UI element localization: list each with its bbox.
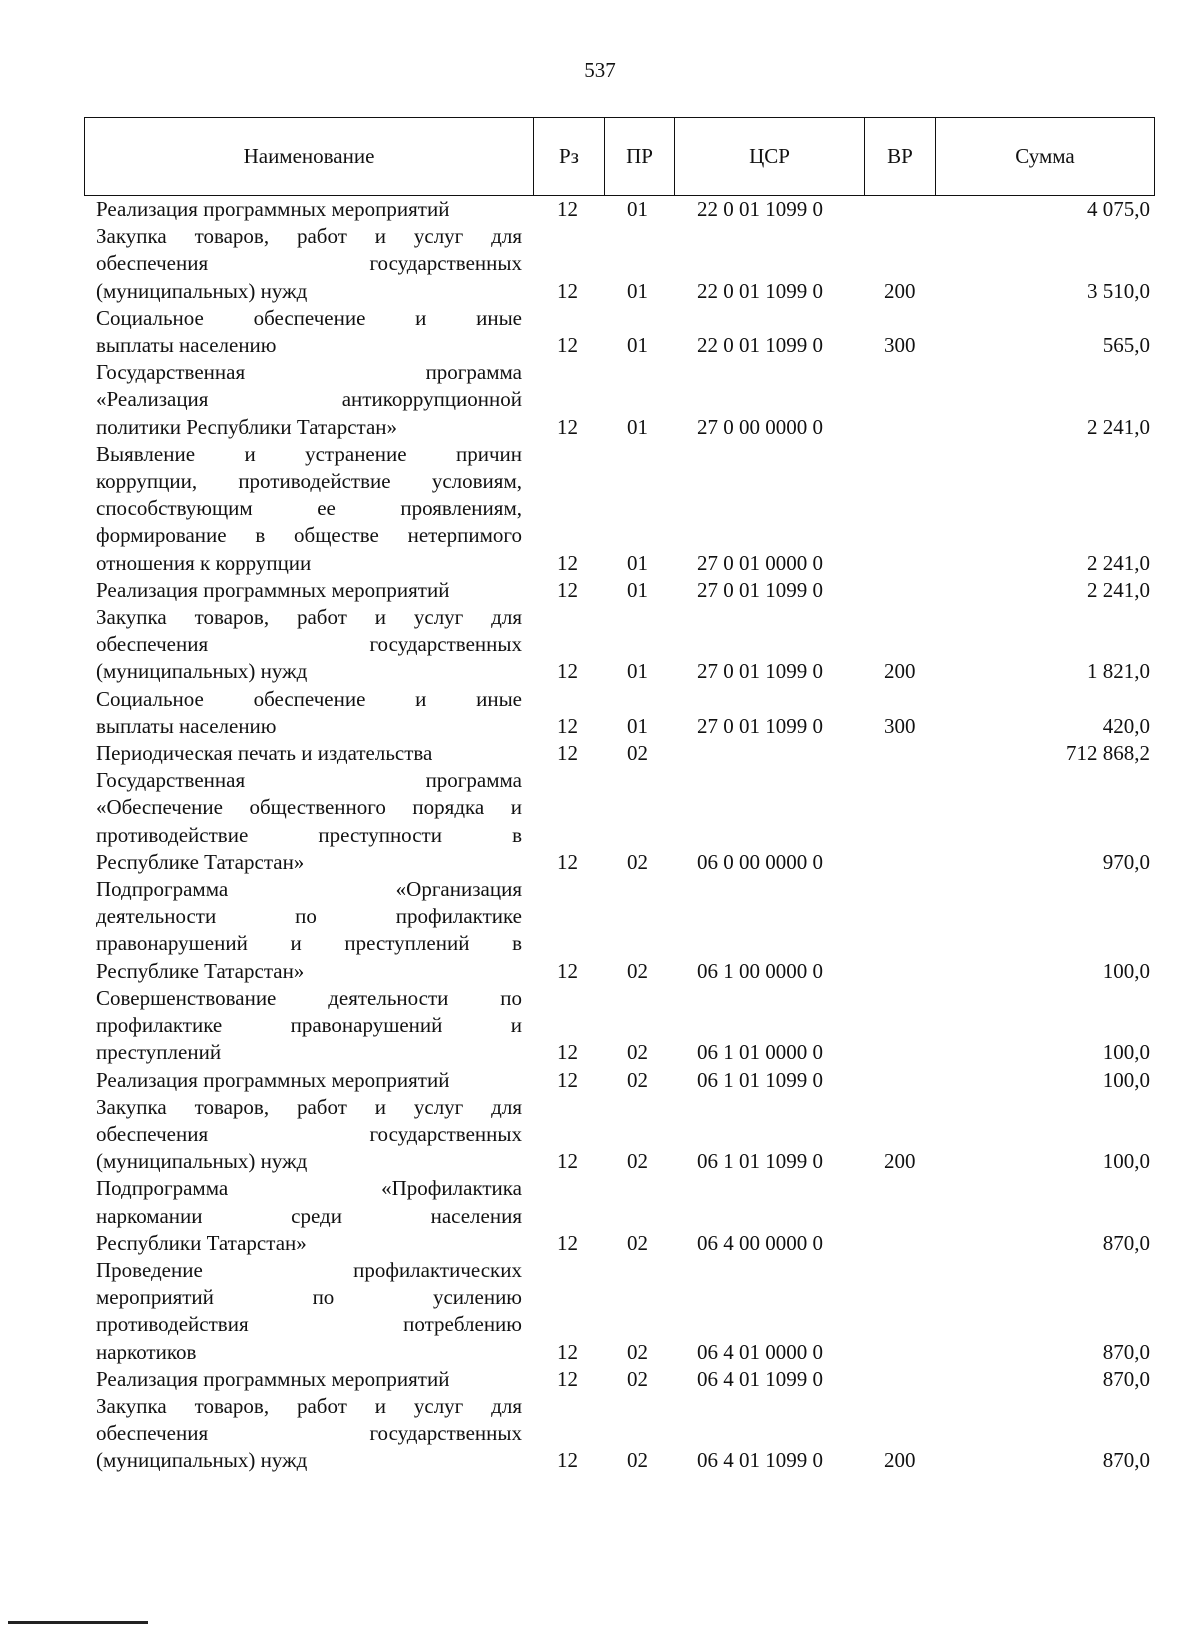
- row-sum: 420,0: [1102, 713, 1150, 738]
- row-sum: 2 241,0: [1087, 550, 1150, 575]
- row-vr: 300: [884, 713, 916, 738]
- row-csr: 06 1 01 0000 0: [697, 1040, 823, 1065]
- row-csr: 06 0 00 0000 0: [697, 849, 823, 874]
- row-name: [96, 577, 522, 604]
- row-pr: 01: [627, 550, 648, 575]
- row-name: [96, 767, 522, 876]
- table-row: [0, 1257, 1200, 1366]
- row-name: [96, 740, 522, 767]
- table-row: [0, 577, 1200, 604]
- row-name-line: противодействие преступности в: [96, 822, 522, 847]
- header-vr: ВР: [865, 118, 936, 195]
- row-csr: 06 4 01 0000 0: [697, 1339, 823, 1364]
- row-sum: 100,0: [1102, 958, 1150, 983]
- row-csr: 06 1 01 1099 0: [697, 1149, 823, 1174]
- row-pr: 02: [627, 1067, 648, 1092]
- row-sum: 565,0: [1102, 333, 1150, 358]
- row-rz: 12: [557, 1448, 578, 1473]
- row-name-line: Проведение профилактических: [96, 1257, 522, 1282]
- row-rz: 12: [557, 1366, 578, 1391]
- row-pr: 01: [627, 197, 648, 221]
- row-rz: 12: [557, 958, 578, 983]
- row-sum: 870,0: [1102, 1448, 1150, 1473]
- row-pr: 01: [627, 414, 648, 439]
- row-name-line: (муниципальных) нужд: [96, 1149, 308, 1174]
- row-name: [96, 985, 522, 1067]
- row-name-line: обеспечения государственных: [96, 632, 522, 657]
- row-name: [96, 1175, 522, 1257]
- row-csr: 22 0 01 1099 0: [697, 197, 823, 221]
- table-row: [0, 767, 1200, 876]
- row-name-line: правонарушений и преступлений в: [96, 931, 522, 956]
- row-rz: 12: [557, 197, 578, 221]
- row-pr: 01: [627, 713, 648, 738]
- row-name: [96, 1094, 522, 1176]
- row-rz: 12: [557, 659, 578, 684]
- table-row: [0, 876, 1200, 985]
- row-name-line: коррупции, противодействие условиям,: [96, 469, 522, 494]
- table-row: [0, 740, 1200, 767]
- row-rz: 12: [557, 1230, 578, 1255]
- row-name-line: профилактике правонарушений и: [96, 1013, 522, 1038]
- table-row: [0, 985, 1200, 1067]
- row-name-line: Республики Татарстан»: [96, 1230, 307, 1255]
- row-csr: 27 0 01 1099 0: [697, 659, 823, 684]
- row-name-line: преступлений: [96, 1040, 222, 1065]
- row-sum: 870,0: [1102, 1230, 1150, 1255]
- header-sum: Сумма: [1015, 144, 1075, 168]
- row-sum: 2 241,0: [1087, 577, 1150, 602]
- row-rz: 12: [557, 414, 578, 439]
- row-rz: 12: [557, 1040, 578, 1065]
- row-sum: 870,0: [1102, 1366, 1150, 1391]
- row-pr: 01: [627, 333, 648, 358]
- row-csr: 06 1 01 1099 0: [697, 1067, 823, 1092]
- row-vr: 300: [884, 333, 916, 358]
- row-pr: 02: [627, 1366, 648, 1391]
- row-pr: 02: [627, 1448, 648, 1473]
- row-sum: 2 241,0: [1087, 414, 1150, 439]
- row-name-line: Закупка товаров, работ и услуг для: [96, 605, 522, 630]
- row-name: [96, 876, 522, 985]
- row-csr: 27 0 01 1099 0: [697, 713, 823, 738]
- row-name-line: Реализация программных мероприятий: [96, 1366, 450, 1391]
- row-name-line: Подпрограмма «Организация: [96, 877, 522, 902]
- row-sum: 970,0: [1102, 849, 1150, 874]
- row-rz: 12: [557, 333, 578, 358]
- row-rz: 12: [557, 849, 578, 874]
- row-sum: 100,0: [1102, 1040, 1150, 1065]
- row-rz: 12: [557, 278, 578, 303]
- row-name-line: политики Республики Татарстан»: [96, 414, 398, 439]
- row-pr: 02: [627, 1230, 648, 1255]
- row-csr: 06 1 00 0000 0: [697, 958, 823, 983]
- row-csr: 27 0 01 1099 0: [697, 577, 823, 602]
- row-csr: 06 4 01 1099 0: [697, 1366, 823, 1391]
- row-rz: 12: [557, 577, 578, 602]
- row-name-line: (муниципальных) нужд: [96, 278, 308, 303]
- row-name: [96, 1257, 522, 1366]
- row-name: [96, 223, 522, 305]
- row-vr: 200: [884, 1149, 916, 1174]
- row-name-line: «Реализация антикоррупционной: [96, 387, 522, 412]
- row-name-line: Республике Татарстан»: [96, 958, 305, 983]
- row-rz: 12: [557, 1067, 578, 1092]
- table-row: [0, 1175, 1200, 1257]
- row-csr: 06 4 00 0000 0: [697, 1230, 823, 1255]
- row-rz: 12: [557, 741, 578, 766]
- row-name: [96, 196, 522, 223]
- row-name-line: Реализация программных мероприятий: [96, 1067, 450, 1092]
- table-row: [0, 441, 1200, 577]
- row-vr: 200: [884, 659, 916, 684]
- header-name: Наименование: [85, 118, 534, 195]
- row-name-line: Закупка товаров, работ и услуг для: [96, 1393, 522, 1418]
- row-name: [96, 305, 522, 359]
- header-rz: Рз: [534, 118, 605, 195]
- row-vr: 200: [884, 1448, 916, 1473]
- table-row: [0, 1067, 1200, 1094]
- row-rz: 12: [557, 1149, 578, 1174]
- table-row: [0, 223, 1200, 305]
- row-name-line: наркотиков: [96, 1339, 197, 1364]
- row-name-line: противодействия потреблению: [96, 1312, 522, 1337]
- page-number: 537: [584, 58, 616, 82]
- table-row: [0, 1393, 1200, 1475]
- row-name: [96, 1366, 522, 1393]
- row-pr: 02: [627, 1040, 648, 1065]
- row-name-line: Закупка товаров, работ и услуг для: [96, 224, 522, 249]
- row-name-line: «Обеспечение общественного порядка и: [96, 795, 522, 820]
- row-name-line: Государственная программа: [96, 360, 522, 385]
- row-sum: 100,0: [1102, 1149, 1150, 1174]
- row-name-line: формирование в обществе нетерпимого: [96, 523, 522, 548]
- row-csr: 27 0 00 0000 0: [697, 414, 823, 439]
- row-pr: 02: [627, 1149, 648, 1174]
- table-body: [0, 196, 1200, 1475]
- row-csr: 22 0 01 1099 0: [697, 278, 823, 303]
- row-sum: 3 510,0: [1087, 278, 1150, 303]
- row-pr: 01: [627, 577, 648, 602]
- row-name-line: мероприятий по усилению: [96, 1285, 522, 1310]
- row-name-line: обеспечения государственных: [96, 1121, 522, 1146]
- row-name-line: Выявление и устранение причин: [96, 441, 522, 466]
- row-csr: 27 0 01 0000 0: [697, 550, 823, 575]
- table-row: [0, 196, 1200, 223]
- row-name: [96, 604, 522, 686]
- row-name: [96, 359, 522, 441]
- row-pr: 01: [627, 659, 648, 684]
- row-sum: 1 821,0: [1087, 659, 1150, 684]
- row-sum: 100,0: [1102, 1067, 1150, 1092]
- row-name-line: Реализация программных мероприятий: [96, 577, 450, 602]
- row-sum: 712 868,2: [1066, 741, 1150, 766]
- header-pr: ПР: [605, 118, 675, 195]
- row-name-line: выплаты населению: [96, 713, 277, 738]
- row-name-line: Совершенствование деятельности по: [96, 985, 522, 1010]
- row-name-line: выплаты населению: [96, 333, 277, 358]
- row-name-line: (муниципальных) нужд: [96, 659, 308, 684]
- row-name: [96, 441, 522, 577]
- row-name-line: деятельности по профилактике: [96, 904, 522, 929]
- row-name-line: Социальное обеспечение и иные: [96, 305, 522, 330]
- row-name-line: (муниципальных) нужд: [96, 1448, 308, 1473]
- row-pr: 01: [627, 278, 648, 303]
- row-csr: 22 0 01 1099 0: [697, 333, 823, 358]
- row-name-line: способствующим ее проявлениям,: [96, 496, 522, 521]
- footer-rule: [8, 1621, 148, 1624]
- row-name-line: Периодическая печать и издательства: [96, 741, 433, 766]
- row-name-line: Республике Татарстан»: [96, 849, 305, 874]
- row-pr: 02: [627, 1339, 648, 1364]
- row-name: [96, 1393, 522, 1475]
- row-name-line: Государственная программа: [96, 768, 522, 793]
- row-pr: 02: [627, 849, 648, 874]
- row-sum: 4 075,0: [1087, 197, 1150, 221]
- row-pr: 02: [627, 741, 648, 766]
- row-vr: 200: [884, 278, 916, 303]
- table-row: [0, 1366, 1200, 1393]
- row-name: [96, 1067, 522, 1094]
- row-rz: 12: [557, 1339, 578, 1364]
- table-row: [0, 686, 1200, 740]
- row-name-line: Подпрограмма «Профилактика: [96, 1176, 522, 1201]
- table-row: [0, 305, 1200, 359]
- row-sum: 870,0: [1102, 1339, 1150, 1364]
- row-name-line: Социальное обеспечение и иные: [96, 686, 522, 711]
- row-name: [96, 686, 522, 740]
- table-row: [0, 604, 1200, 686]
- row-rz: 12: [557, 713, 578, 738]
- row-name-line: обеспечения государственных: [96, 1421, 522, 1446]
- row-rz: 12: [557, 550, 578, 575]
- row-csr: 06 4 01 1099 0: [697, 1448, 823, 1473]
- row-name-line: Реализация программных мероприятий: [96, 197, 450, 221]
- table-row: [0, 359, 1200, 441]
- row-name-line: Закупка товаров, работ и услуг для: [96, 1094, 522, 1119]
- row-name-line: отношения к коррупции: [96, 550, 312, 575]
- row-name-line: обеспечения государственных: [96, 251, 522, 276]
- header-csr: ЦСР: [675, 118, 865, 195]
- row-name-line: наркомании среди населения: [96, 1203, 522, 1228]
- table-header: [84, 117, 1155, 196]
- row-pr: 02: [627, 958, 648, 983]
- table-row: [0, 1094, 1200, 1176]
